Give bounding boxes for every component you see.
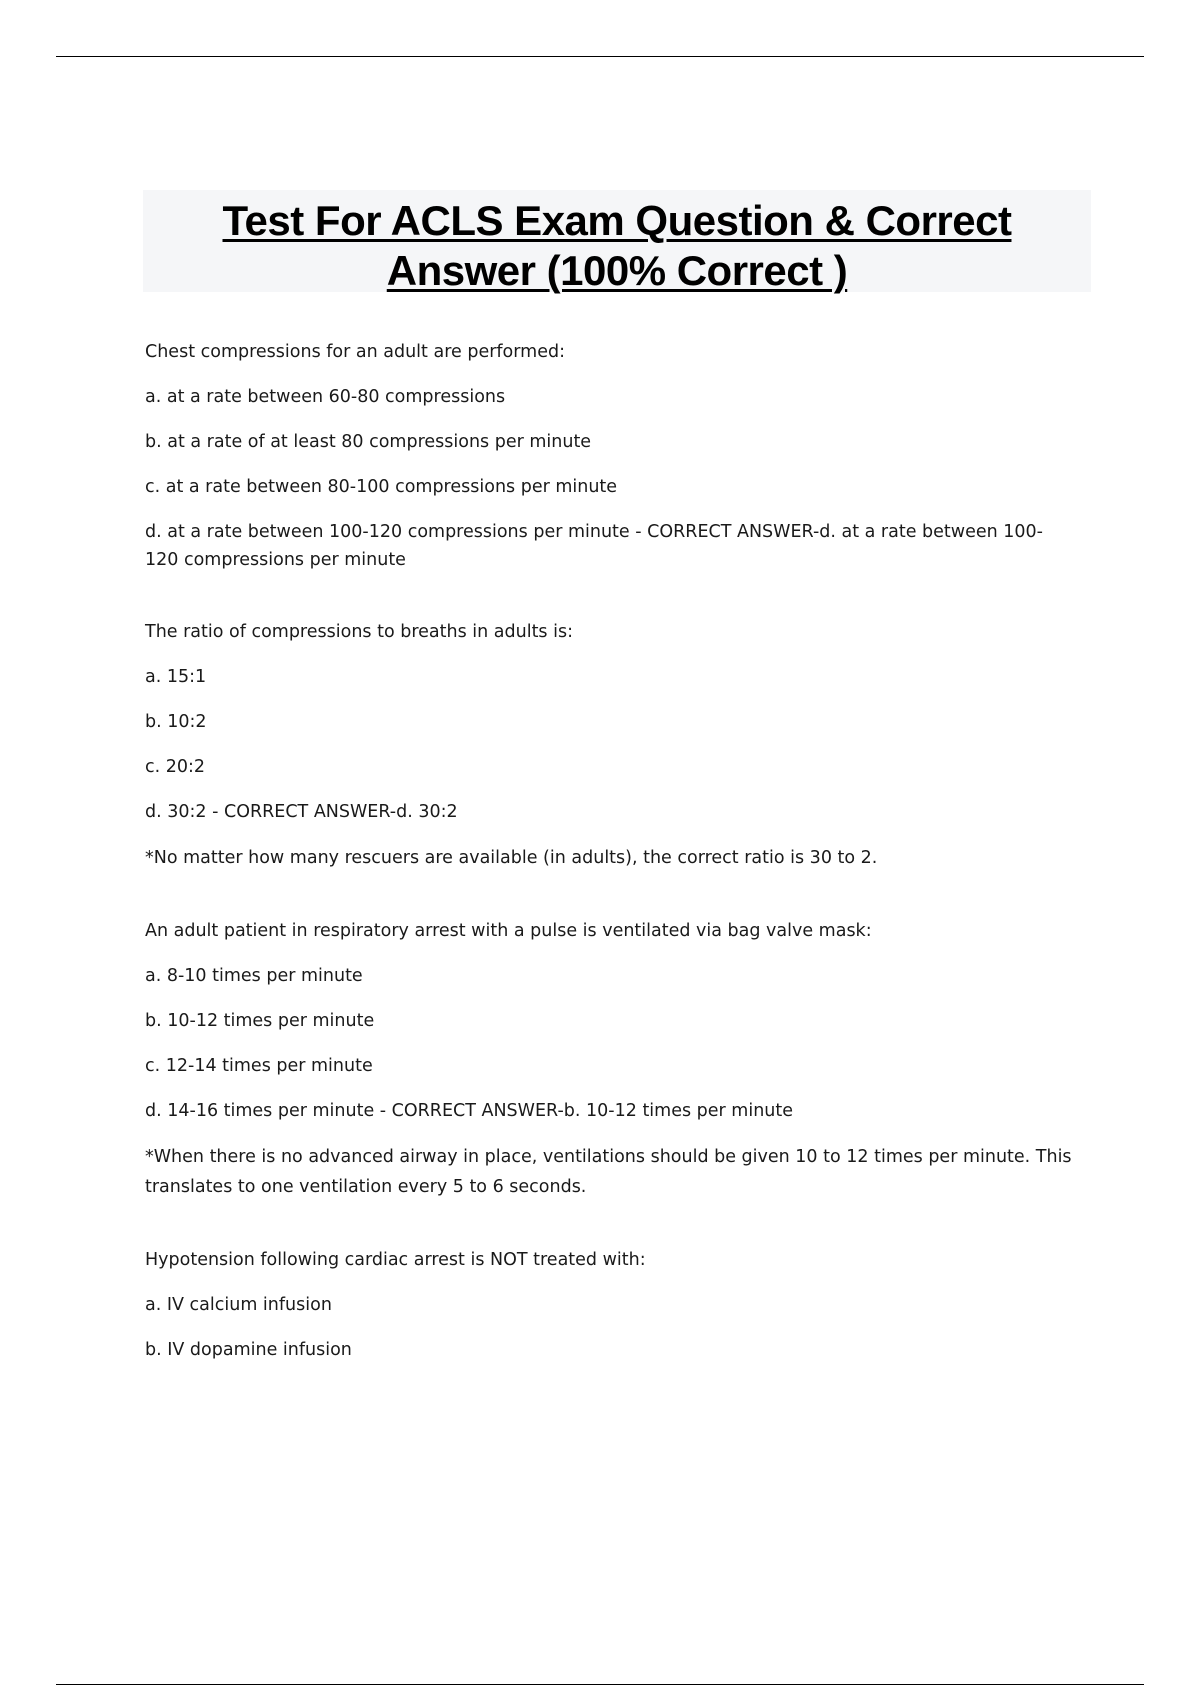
- answer-option: a. at a rate between 60-80 compressions: [145, 387, 506, 407]
- answer-explanation: *No matter how many rescuers are available (in adults), the correct ratio is 30 to 2.: [145, 848, 878, 868]
- header-rule: [56, 56, 1144, 57]
- answer-option: c. 12-14 times per minute: [145, 1056, 373, 1076]
- answer-option: c. at a rate between 80-100 compressions per minute: [145, 477, 618, 497]
- question-2: [145, 618, 1075, 873]
- answer-option: c. 20:2: [145, 757, 206, 777]
- answer-option: a. 15:1: [145, 667, 207, 687]
- question-prompt: An adult patient in respiratory arrest with a pulse is ventilated via bag valve mask:: [145, 921, 872, 941]
- answer-option: a. 8-10 times per minute: [145, 966, 363, 986]
- title-banner: [143, 190, 1091, 292]
- question-prompt: Hypotension following cardiac arrest is NOT treated with:: [145, 1250, 646, 1270]
- question-list: [145, 338, 1075, 1408]
- answer-option: b. 10-12 times per minute: [145, 1011, 375, 1031]
- footer-rule: [56, 1684, 1144, 1685]
- question-4: [145, 1246, 1075, 1364]
- answer-explanation: *When there is no advanced airway in place, ventilations should be given 10 to 12 times per minute. This translates to one ventilation every 5 to 6 seconds.: [145, 1147, 1072, 1197]
- answer-option: b. at a rate of at least 80 compressions per minute: [145, 432, 592, 452]
- answer-option: a. IV calcium infusion: [145, 1295, 332, 1315]
- question-prompt: Chest compressions for an adult are performed:: [145, 342, 565, 362]
- answer-option-correct: d. 30:2 - CORRECT ANSWER-d. 30:2: [145, 802, 458, 822]
- answer-option-correct: d. at a rate between 100-120 compressions per minute - CORRECT ANSWER-d. at a rate between 100-120 compressions per minute: [145, 522, 1043, 570]
- question-3: [145, 917, 1075, 1202]
- answer-option: b. 10:2: [145, 712, 207, 732]
- answer-option-correct: d. 14-16 times per minute - CORRECT ANSWER-b. 10-12 times per minute: [145, 1101, 794, 1121]
- question-1: [145, 338, 1075, 574]
- title-line-2: Answer (100% Correct ): [386, 247, 848, 294]
- title-line-1: Test For ACLS Exam Question & Correct: [222, 197, 1012, 244]
- question-prompt: The ratio of compressions to breaths in adults is:: [145, 622, 573, 642]
- answer-option: b. IV dopamine infusion: [145, 1340, 352, 1360]
- document-title: [143, 190, 1091, 296]
